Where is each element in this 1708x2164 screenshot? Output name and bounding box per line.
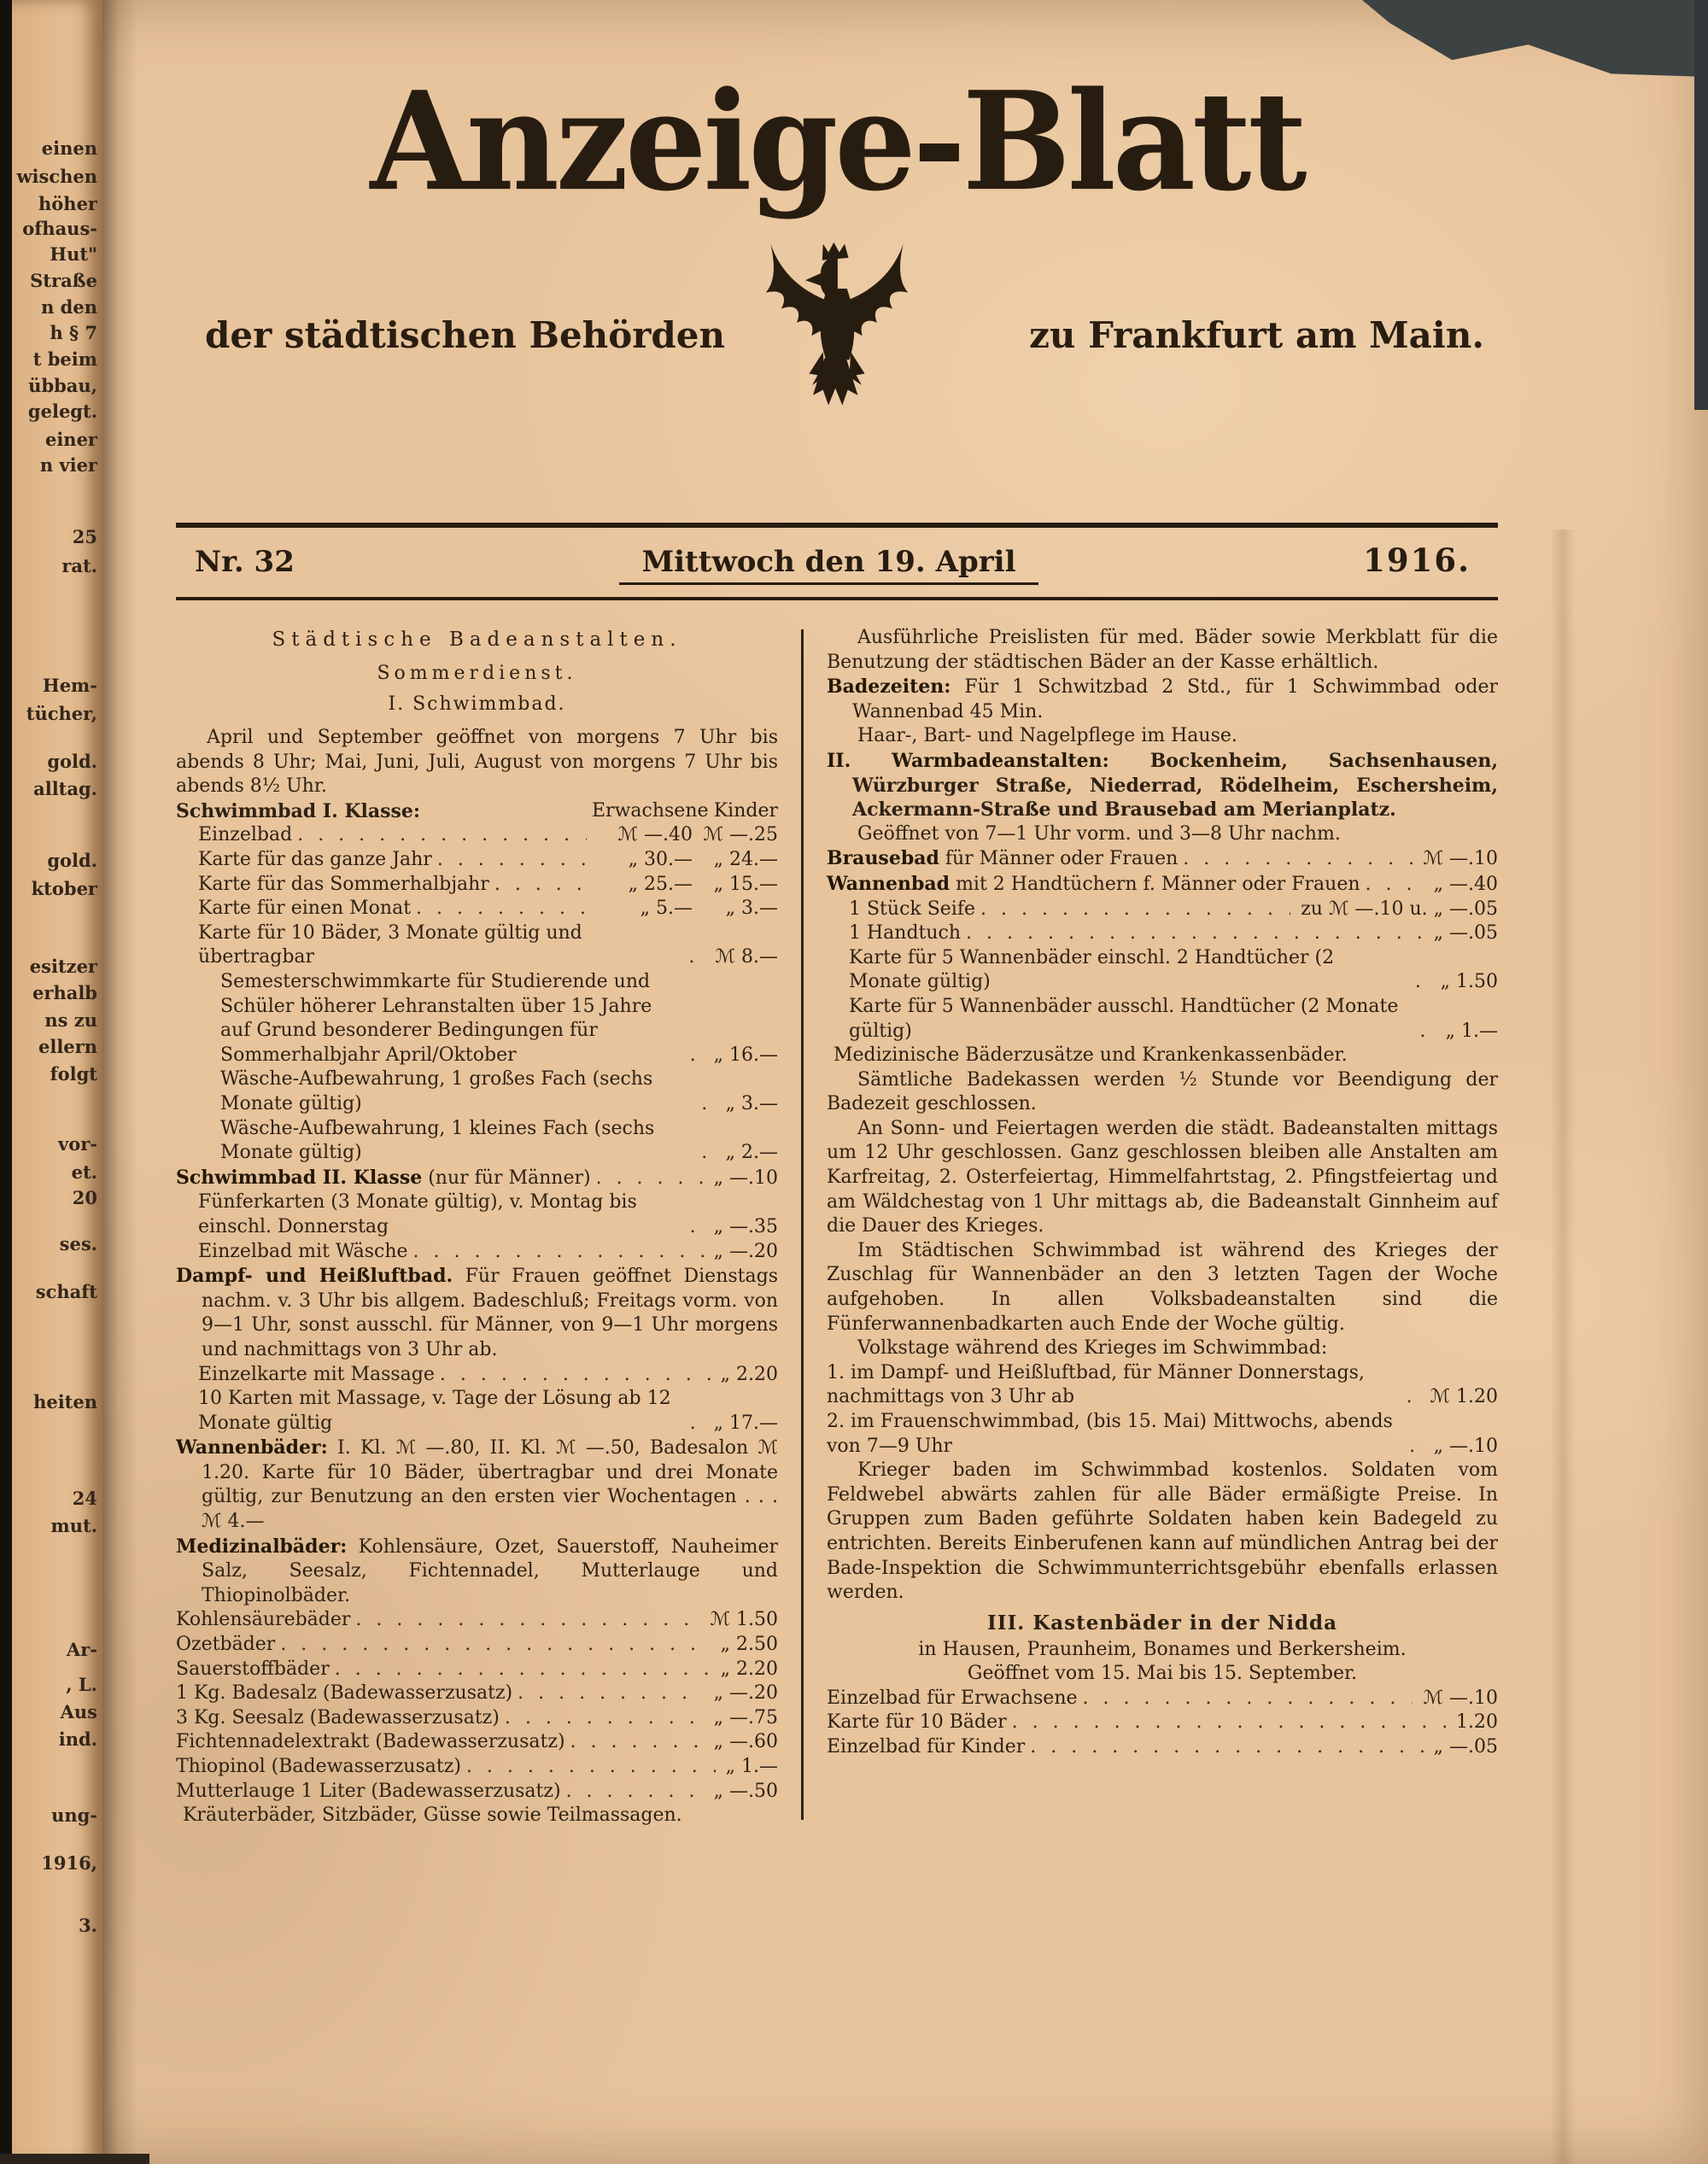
price-value: ℳ —.10	[1423, 1687, 1498, 1709]
price-value: „ —.75	[713, 1706, 778, 1728]
margin-text-fragment: Ar-	[66, 1639, 97, 1660]
price-label	[827, 846, 1178, 872]
price-label: Ozetbäder	[176, 1634, 276, 1656]
price-value: „ 1.—	[1445, 1020, 1498, 1042]
margin-text-fragment: wischen	[16, 166, 97, 187]
price-group-label: Schwimmbad I. Klasse:	[176, 799, 421, 822]
price-row	[176, 1681, 778, 1706]
price-label: Karte für 5 Wannenbäder einschl. 2 Handtücher (2 Monate gültig)	[849, 946, 1335, 993]
section-heading: Städtische Badeanstalten.	[272, 629, 682, 651]
paragraph-text: Für Frauen geöffnet Dienstags nachm. v. 3 Uhr bis allgem. Badeschluß; Freitags vorm. von 9—1 Uhr, sonst ausschl. für Männer, von 9—1 Uhr morgens und nachmittags von 3 Uhr ab.	[202, 1266, 778, 1360]
dot-leader	[1183, 847, 1413, 872]
price-label: Sauerstoffbäder	[176, 1658, 330, 1680]
article-body	[176, 626, 1498, 1828]
price-value: „ —.50	[713, 1780, 778, 1802]
dot-leader	[570, 1730, 704, 1755]
price-value: „ 17.—	[713, 1412, 778, 1434]
issue-date: Mittwoch den 19. April	[619, 545, 1038, 585]
price-label: 1 Handtuch	[849, 922, 962, 945]
price-value: „ —.40	[1433, 873, 1498, 895]
paragraph: in Hausen, Praunheim, Bonames und Berkersheim.	[918, 1638, 1407, 1660]
price-value-adults: ℳ —.40	[617, 824, 693, 846]
paragraph	[176, 1436, 778, 1534]
price-label: Fünferkarten (3 Monate gültig), v. Montag bis einschl. Donnerstag	[198, 1191, 637, 1237]
price-value: „ 16.—	[713, 1044, 778, 1066]
price-label-lead: Brausebad	[827, 847, 939, 870]
price-row	[176, 873, 778, 898]
price-row	[827, 872, 1498, 898]
margin-text-fragment: Straße	[30, 270, 97, 291]
margin-text-fragment: n den	[41, 296, 97, 318]
dateline-bar	[176, 523, 1498, 600]
margin-text-fragment: erhalb	[32, 982, 97, 1003]
price-label-text: mit 2 Handtüchern f. Männer oder Frauen	[956, 873, 1360, 895]
price-value: ℳ 1.50	[710, 1609, 778, 1631]
margin-text-fragment: ns zu	[44, 1009, 97, 1031]
price-label: Fichtennadelextrakt (Badewasserzusatz)	[176, 1731, 565, 1753]
paragraph	[176, 1535, 778, 1609]
dot-leader	[416, 897, 587, 921]
dot-leader	[355, 1608, 699, 1633]
price-row	[176, 1730, 778, 1755]
price-label: 2. im Frauenschwimmbad, (bis 15. Mai) Mittwochs, abends von 7—9 Uhr	[827, 1411, 1393, 1457]
masthead-subtitle-right: zu Frankfurt am Main.	[1029, 314, 1484, 356]
price-value-children: „ 3.—	[725, 898, 778, 920]
price-value: „ —.60	[713, 1731, 778, 1753]
price-label: Karte für einen Monat	[198, 898, 412, 920]
dot-leader	[1406, 1385, 1419, 1410]
dot-leader	[701, 1092, 715, 1117]
price-label: 3 Kg. Seesalz (Badewasserzusatz)	[176, 1706, 500, 1728]
price-row	[827, 846, 1498, 872]
dot-leader	[335, 1658, 711, 1682]
paragraph: Haar-, Bart- und Nagelpflege im Hause.	[857, 725, 1237, 747]
margin-text-fragment: 25	[72, 526, 97, 547]
dot-leader	[1419, 1020, 1435, 1044]
price-value: ℳ 1.20	[1430, 1386, 1498, 1408]
price-row	[827, 1711, 1498, 1735]
price-value-adults: „ 25.—	[628, 873, 693, 895]
margin-text-fragment: höher	[38, 193, 97, 214]
price-value: „ 2.50	[720, 1634, 778, 1656]
price-value: „ 2.—	[725, 1142, 778, 1164]
column-divider-rule	[801, 629, 804, 1820]
price-row	[827, 921, 1498, 946]
dot-leader	[596, 1167, 704, 1191]
paragraph: Sämtliche Badekassen werden ½ Stunde vor Beendigung der Badezeit geschlossen.	[827, 1068, 1498, 1115]
margin-text-fragment: mut.	[50, 1515, 97, 1536]
dot-leader	[297, 823, 587, 848]
price-row	[827, 1687, 1498, 1711]
column-header-children: Kinder	[713, 799, 778, 822]
price-label: Einzelbad für Erwachsene	[827, 1687, 1078, 1709]
price-row	[827, 898, 1498, 922]
margin-text-fragment: übbau,	[28, 375, 97, 396]
paragraph	[827, 675, 1498, 724]
paragraph-text: I. Kl. ℳ —.80, II. Kl. ℳ —.50, Badesalon ℳ 1.20. Karte für 10 Bäder, übertragbar und drei Monate gültig, zur Benutzung an den ersten vier Wochentagen . . . ℳ 4.—	[202, 1437, 778, 1533]
price-label: 10 Karten mit Massage, v. Tage der Lösung ab 12 Monate gültig	[198, 1388, 671, 1434]
margin-text-fragment: esitzer	[29, 956, 97, 977]
dot-leader	[1366, 873, 1424, 898]
section-heading: Sommerdienst.	[377, 662, 577, 684]
issue-year: 1916.	[1363, 541, 1471, 579]
price-value: „ —.35	[713, 1215, 778, 1237]
price-label: Thiopinol (Badewasserzusatz)	[176, 1756, 461, 1778]
price-value: ℳ —.10	[1423, 848, 1498, 870]
paragraph: Geöffnet vom 15. Mai bis 15. September.	[967, 1663, 1358, 1685]
price-label: 1 Stück Seife	[849, 898, 976, 920]
price-row	[827, 995, 1498, 1044]
price-label-lead: Wannenbad	[827, 872, 951, 895]
price-value: „ —.20	[713, 1240, 778, 1262]
dot-leader	[690, 1044, 704, 1068]
price-row	[176, 1190, 778, 1239]
price-row	[176, 1780, 778, 1804]
paragraph: Im Städtischen Schwimmbad ist während des Krieges der Zuschlag für Wannenbäder an den 3 letzten Tagen der Woche aufgehoben. In allen Volksbadeanstalten sind die Fünferwannenbadkarten auch Ende der Woche gültig.	[827, 1239, 1498, 1335]
paragraph: An Sonn- und Feiertagen werden die städt. Badeanstalten mittags um 12 Uhr geschlossen. Ganz geschlossen bleiben alle Anstalten am Karfreitag, 2. Osterfeiertag, Himmelfahrtstag, 2. Pfingstfeiertag und am Wäldchestag von 1 Uhr mittags ab, die Badeanstalt Ginnheim auf die Dauer des Krieges.	[827, 1117, 1498, 1237]
paragraph: Ausführliche Preislisten für med. Bäder sowie Merkblatt für die Benutzung der städtischen Bäder an der Kasse erhältlich.	[827, 627, 1498, 673]
price-value: zu ℳ —.10 u. „ —.05	[1301, 898, 1498, 920]
price-label: Einzelbad für Kinder	[827, 1736, 1026, 1758]
issue-number: Nr. 32	[195, 545, 295, 579]
price-value-children: „ 24.—	[713, 849, 778, 871]
margin-text-fragment: ung-	[51, 1804, 97, 1826]
price-row	[176, 1240, 778, 1265]
price-label: Karte für 5 Wannenbäder ausschl. Handtücher (2 Monate gültig)	[849, 995, 1399, 1042]
price-value: „ —.10	[1433, 1435, 1498, 1457]
price-row	[176, 1387, 778, 1436]
newspaper-page	[102, 0, 1708, 2164]
margin-text-fragment: gold.	[47, 850, 97, 871]
section-heading: I. Schwimmbad.	[388, 693, 566, 716]
margin-text-fragment: ktober	[31, 878, 97, 899]
price-value: 1.20	[1456, 1711, 1498, 1734]
price-label: Wäsche-Aufbewahrung, 1 großes Fach (sechs Monate gültig)	[220, 1068, 653, 1114]
price-row	[176, 1658, 778, 1682]
margin-text-fragment: tücher,	[26, 703, 97, 724]
margin-text-fragment: alltag.	[33, 778, 97, 799]
price-row	[176, 823, 778, 848]
price-label	[176, 1166, 591, 1191]
dot-leader	[1415, 970, 1430, 995]
price-row	[176, 1067, 778, 1116]
margin-text-fragment: ofhaus-	[22, 218, 97, 239]
margin-text-fragment: ind.	[58, 1728, 97, 1750]
price-row	[176, 1166, 778, 1191]
margin-text-fragment: h § 7	[50, 322, 97, 343]
paragraph-lead: Medizinalbäder:	[176, 1535, 348, 1558]
eagle-emblem-icon	[737, 232, 938, 453]
dot-leader	[413, 1240, 704, 1265]
margin-text-fragment: schaft	[35, 1281, 97, 1302]
price-label: Karte für 10 Bäder, 3 Monate gültig und übertragbar	[198, 921, 582, 968]
paragraph: Geöffnet von 7—1 Uhr vorm. und 3—8 Uhr nachm.	[857, 822, 1341, 845]
margin-text-fragment: 24	[72, 1488, 97, 1509]
paragraph	[176, 1264, 778, 1362]
margin-text-fragment: vor-	[58, 1133, 97, 1155]
paragraph: Medizinische Bäderzusätze und Krankenkassenbäder.	[834, 1044, 1348, 1067]
section-heading: III. Kastenbäder in der Nidda	[986, 1611, 1338, 1635]
price-row	[176, 1706, 778, 1731]
price-label: Mutterlauge 1 Liter (Badewasserzusatz)	[176, 1780, 561, 1802]
price-value: „ —.05	[1433, 922, 1498, 945]
price-row	[176, 1608, 778, 1633]
margin-text-fragment: gelegt.	[27, 401, 97, 422]
price-label: Karte für 10 Bäder	[827, 1711, 1007, 1734]
price-label: Karte für das ganze Jahr	[198, 849, 432, 871]
price-value: „ 3.—	[725, 1092, 778, 1114]
price-value-children: ℳ —.25	[703, 824, 778, 846]
margin-text-fragment: rat.	[61, 555, 97, 576]
paragraph: Kräuterbäder, Sitzbäder, Güsse sowie Teilmassagen.	[183, 1804, 682, 1827]
price-label: Einzelkarte mit Massage	[198, 1363, 435, 1385]
margin-text-fragment: , L.	[66, 1674, 97, 1695]
paragraph-lead: Dampf- und Heißluftbad.	[176, 1265, 453, 1288]
printed-area	[176, 0, 1498, 1828]
price-value: „ 2.20	[720, 1363, 778, 1385]
margin-text-fragment: gold.	[47, 751, 97, 772]
margin-text-fragment: 3.	[79, 1915, 97, 1936]
margin-text-fragment: et.	[71, 1161, 97, 1183]
price-value-children: „ 15.—	[713, 873, 778, 895]
price-label: Karte für das Sommerhalbjahr	[198, 873, 489, 895]
price-row	[827, 1410, 1498, 1459]
margin-text-fragment: einen	[41, 137, 97, 159]
dot-leader	[690, 1215, 704, 1240]
paragraph: Volkstage während des Krieges im Schwimmbad:	[857, 1337, 1328, 1360]
price-row	[176, 848, 778, 873]
price-value: „ —.10	[713, 1167, 778, 1189]
price-value: „ 1.—	[725, 1756, 778, 1778]
price-label: 1 Kg. Badesalz (Badewasserzusatz)	[176, 1682, 513, 1705]
dot-leader	[505, 1706, 704, 1731]
margin-text-fragment: einer	[44, 429, 97, 450]
price-row	[176, 970, 778, 1067]
margin-text-fragment: n vier	[39, 454, 97, 476]
dot-leader	[566, 1780, 704, 1804]
scan-edge-left	[0, 0, 12, 2164]
price-row	[827, 1361, 1498, 1410]
price-value-adults: „ 30.—	[628, 849, 693, 871]
price-value: „ 2.20	[720, 1658, 778, 1680]
margin-text-fragment: ses.	[59, 1233, 97, 1255]
dot-leader	[688, 945, 705, 970]
price-row	[176, 897, 778, 921]
price-label: Einzelbad	[198, 824, 293, 846]
dot-leader	[466, 1755, 716, 1780]
masthead-subtitle-left: der städtischen Behörden	[205, 314, 725, 356]
margin-text-fragment: folgt	[50, 1063, 97, 1085]
dot-leader	[437, 848, 587, 873]
price-row	[176, 1633, 778, 1658]
dot-leader	[1030, 1735, 1423, 1760]
price-row	[176, 1755, 778, 1780]
masthead	[176, 0, 1498, 523]
dot-leader	[966, 921, 1424, 946]
price-row	[827, 946, 1498, 995]
dot-leader	[280, 1633, 710, 1658]
masthead-title: Anzeige-Blatt	[370, 61, 1304, 222]
dot-leader	[518, 1681, 703, 1706]
price-label: Kohlensäurebäder	[176, 1609, 351, 1631]
right-column	[827, 626, 1498, 1828]
column-header-adults: Erwachsene	[592, 799, 709, 822]
paragraph-lead: Wannenbäder:	[176, 1436, 328, 1459]
price-value: ℳ 8.—	[715, 946, 778, 968]
price-value-adults: „ 5.—	[640, 898, 693, 920]
margin-text-fragment: 20	[72, 1187, 97, 1208]
price-label: Wäsche-Aufbewahrung, 1 kleines Fach (sechs Monate gültig)	[220, 1117, 655, 1164]
paragraph: Krieger baden im Schwimmbad kostenlos. Soldaten vom Feldwebel abwärts zahlen für alle Bäder ermäßigte Preise. In Gruppen zum Baden geführte Soldaten haben kein Badegeld zu entrichten. Bereits Einberufenen kann auf mündlichen Antrag bei der Bade-Inspektion die Schwimmunterrichtsgebühr ebenfalls erlassen werden.	[827, 1459, 1498, 1604]
price-row	[827, 1735, 1498, 1760]
price-value: „ —.20	[713, 1682, 778, 1705]
price-value: „ —.05	[1433, 1736, 1498, 1758]
price-label	[827, 872, 1360, 898]
price-label: 1. im Dampf- und Heißluftbad, für Männer Donnerstags, nachmittags von 3 Uhr ab	[827, 1361, 1365, 1408]
price-label: Einzelbad mit Wäsche	[198, 1240, 408, 1262]
paragraph	[827, 749, 1498, 822]
price-value: „ 1.50	[1440, 971, 1498, 993]
paragraph-lead: II. Warmbadeanstalten:	[827, 749, 1109, 772]
margin-text-fragment: heiten	[33, 1391, 97, 1412]
paragraph-text: Kohlensäure, Ozet, Sauerstoff, Nauheimer Salz, Seesalz, Fichtennadel, Mutterlauge und Thiopinolbäder.	[202, 1535, 779, 1606]
dot-leader	[494, 873, 587, 898]
price-label-text: (nur für Männer)	[428, 1167, 591, 1189]
price-table-header	[176, 799, 778, 824]
paragraph-lead: Badezeiten:	[827, 676, 951, 699]
margin-text-fragment: 1916,	[41, 1852, 97, 1874]
margin-text-fragment: Aus	[60, 1701, 97, 1722]
adjacent-page-sliver	[12, 0, 102, 2164]
price-label-lead: Schwimmbad II. Klasse	[176, 1166, 423, 1189]
price-row	[176, 1363, 778, 1388]
left-column	[176, 626, 778, 1828]
dot-leader	[1012, 1711, 1446, 1735]
margin-text-fragment: Hem-	[42, 675, 97, 696]
dot-leader	[690, 1412, 704, 1436]
margin-text-fragment: Hut"	[50, 243, 97, 265]
dot-leader	[1083, 1687, 1413, 1711]
paragraph-text: Für 1 Schwitzbad 2 Std., für 1 Schwimmbad oder Wannenbad 45 Min.	[852, 676, 1499, 722]
dot-leader	[980, 898, 1290, 922]
price-label-text: für Männer oder Frauen	[945, 848, 1179, 870]
paragraph-text: Bockenheim, Sachsenhausen, Würzburger Straße, Niederrad, Rödelheim, Eschersheim, Ackermann-Straße und Brausebad am Merianplatz.	[852, 749, 1498, 822]
dot-leader	[701, 1141, 715, 1166]
dot-leader	[1409, 1435, 1424, 1459]
price-label: Semesterschwimmkarte für Studierende und Schüler höherer Lehranstalten über 15 Jahre auf Grund besonderer Bedingungen für Sommerhalbjahr April/Oktober	[220, 971, 652, 1066]
price-row	[176, 1117, 778, 1166]
paragraph: April und September geöffnet von morgens 7 Uhr bis abends 8 Uhr; Mai, Juni, Juli, August von morgens 7 Uhr bis abends 8½ Uhr.	[176, 727, 778, 798]
margin-text-fragment: t beim	[32, 348, 97, 370]
price-row	[176, 921, 778, 970]
dot-leader	[440, 1363, 711, 1388]
margin-text-fragment: ellern	[38, 1036, 97, 1057]
